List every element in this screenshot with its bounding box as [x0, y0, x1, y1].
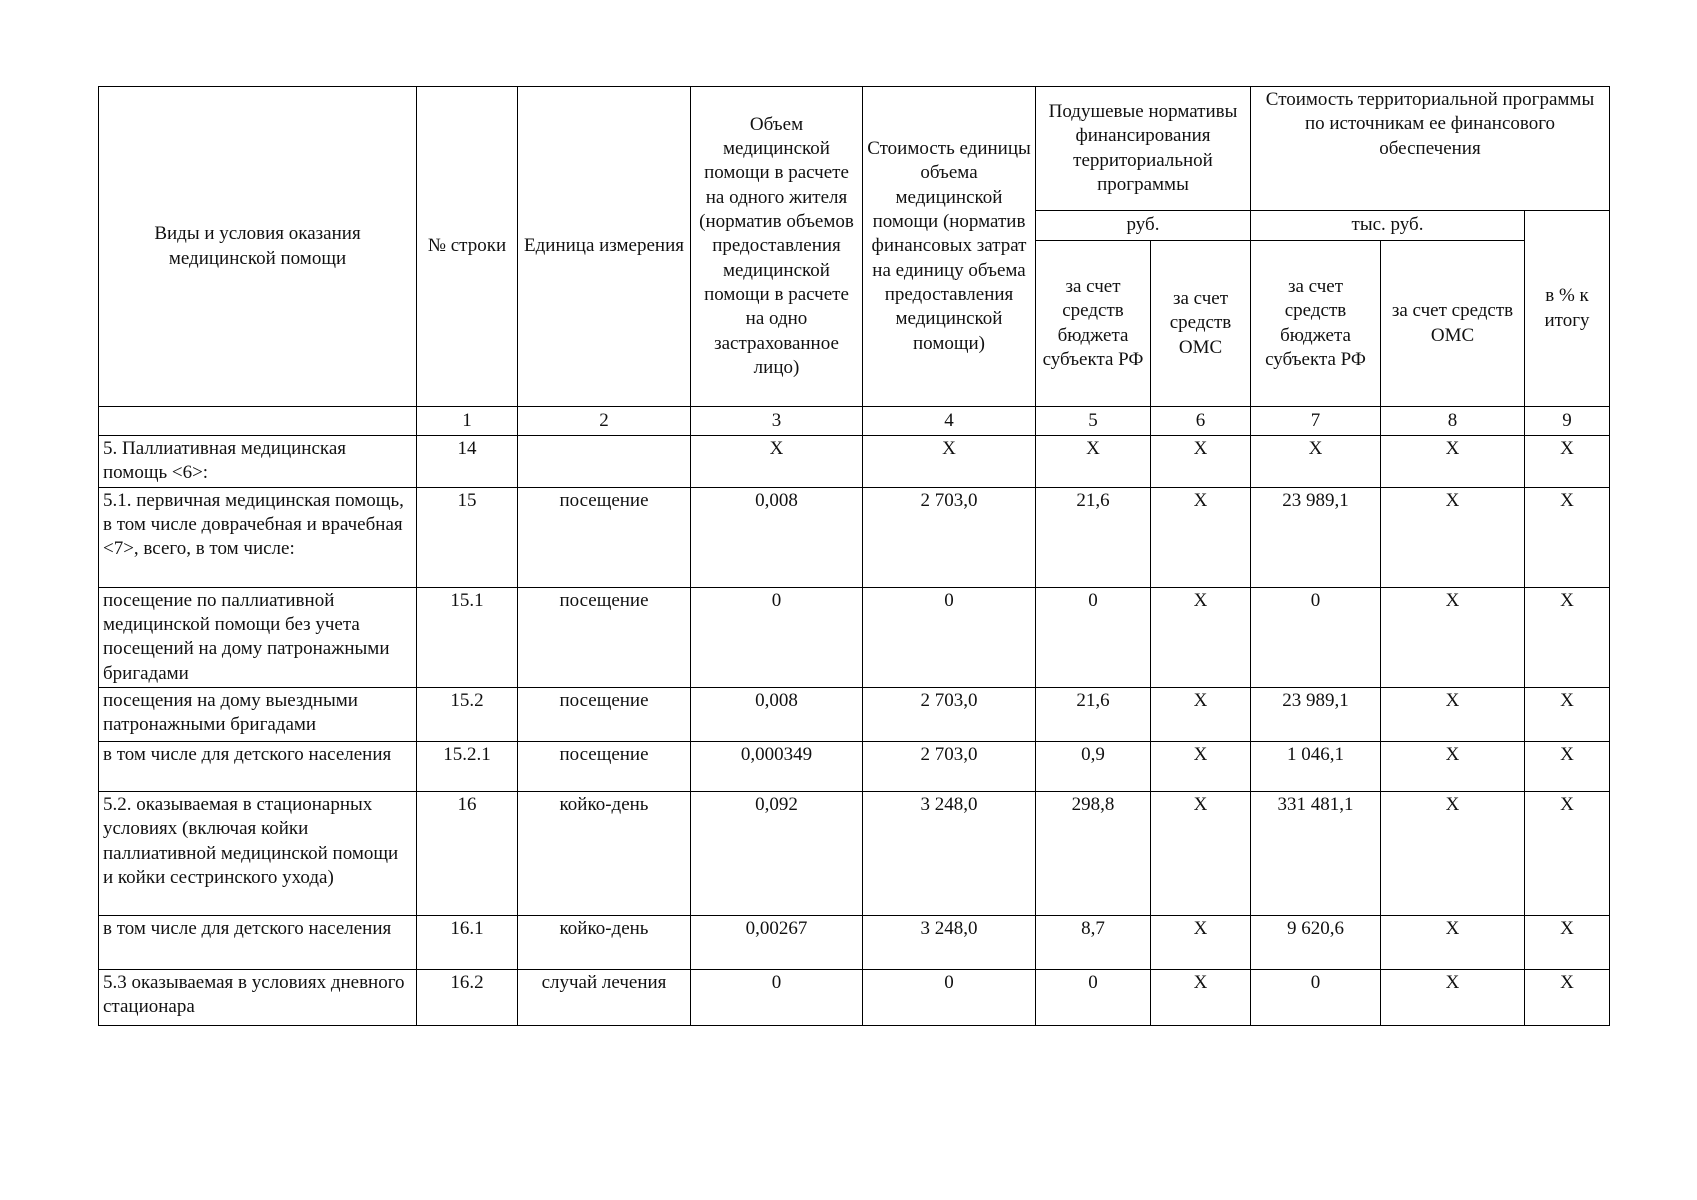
row-unit: посещение [518, 587, 691, 687]
row-name: 5.3 оказываемая в условиях дневного стационара [99, 969, 417, 1025]
row-program-oms: X [1381, 915, 1525, 969]
row-number: 16.2 [417, 969, 518, 1025]
column-number-row [99, 407, 1610, 436]
row-cost: 2 703,0 [863, 741, 1036, 791]
row-program-oms: X [1381, 436, 1525, 488]
row-percent: X [1525, 741, 1610, 791]
row-program-budget: 0 [1251, 969, 1381, 1025]
row-cost: 2 703,0 [863, 487, 1036, 587]
row-cost: 0 [863, 969, 1036, 1025]
header-row-number: № строки [417, 87, 518, 407]
column-number: 4 [863, 407, 1036, 436]
row-number: 15.2 [417, 687, 518, 741]
row-percent: X [1525, 687, 1610, 741]
row-program-oms: X [1381, 487, 1525, 587]
row-percapita-budget: 0 [1036, 587, 1151, 687]
row-unit: койко-день [518, 791, 691, 915]
medical-care-table [98, 86, 1610, 1026]
table-row [99, 915, 1610, 969]
table-row [99, 487, 1610, 587]
row-program-oms: X [1381, 791, 1525, 915]
row-program-budget: 1 046,1 [1251, 741, 1381, 791]
row-percent: X [1525, 587, 1610, 687]
row-percapita-oms: X [1151, 487, 1251, 587]
row-program-oms: X [1381, 969, 1525, 1025]
row-volume: 0,008 [691, 487, 863, 587]
table-row [99, 741, 1610, 791]
row-cost: X [863, 436, 1036, 488]
row-percapita-budget: 298,8 [1036, 791, 1151, 915]
row-program-oms: X [1381, 741, 1525, 791]
row-program-budget: 9 620,6 [1251, 915, 1381, 969]
column-number: 1 [417, 407, 518, 436]
row-percapita-oms: X [1151, 791, 1251, 915]
row-percapita-oms: X [1151, 741, 1251, 791]
header-program-budget: за счет средств бюджета субъекта РФ [1251, 241, 1381, 407]
row-program-budget: 0 [1251, 587, 1381, 687]
row-percapita-budget: 21,6 [1036, 687, 1151, 741]
column-number: 9 [1525, 407, 1610, 436]
row-program-oms: X [1381, 687, 1525, 741]
column-number: 8 [1381, 407, 1525, 436]
row-percapita-oms: X [1151, 436, 1251, 488]
row-unit: случай лечения [518, 969, 691, 1025]
row-percapita-budget: 0 [1036, 969, 1151, 1025]
row-percapita-budget: 0,9 [1036, 741, 1151, 791]
row-unit: посещение [518, 487, 691, 587]
row-unit: койко-день [518, 915, 691, 969]
row-number: 16.1 [417, 915, 518, 969]
header-volume: Объем медицинской помощи в расчете на одного жителя (норматив объемов предоставления медицинской помощи в расчете на одно застрахованное лицо) [691, 87, 863, 407]
row-program-budget: X [1251, 436, 1381, 488]
table-header [99, 87, 1610, 436]
row-unit: посещение [518, 687, 691, 741]
row-cost: 0 [863, 587, 1036, 687]
row-volume: 0,000349 [691, 741, 863, 791]
row-percapita-oms: X [1151, 915, 1251, 969]
row-number: 15.2.1 [417, 741, 518, 791]
row-volume: 0,092 [691, 791, 863, 915]
header-program-oms: за счет средств ОМС [1381, 241, 1525, 407]
header-cost: Стоимость единицы объема медицинской помощи (норматив финансовых затрат на единицу объема предоставления медицинской помощи) [863, 87, 1036, 407]
table-row [99, 791, 1610, 915]
header-program-cost-group: Стоимость территориальной программы по источникам ее финансового обеспечения [1251, 87, 1610, 211]
row-percapita-oms: X [1151, 969, 1251, 1025]
column-number: 3 [691, 407, 863, 436]
row-percent: X [1525, 969, 1610, 1025]
row-name: 5.2. оказываемая в стационарных условиях (включая койки паллиативной медицинской помощи и койки сестринского ухода) [99, 791, 417, 915]
row-percent: X [1525, 791, 1610, 915]
row-volume: 0,008 [691, 687, 863, 741]
header-percapita-budget: за счет средств бюджета субъекта РФ [1036, 241, 1151, 407]
table-row [99, 587, 1610, 687]
column-number: 2 [518, 407, 691, 436]
row-percapita-oms: X [1151, 687, 1251, 741]
row-volume: X [691, 436, 863, 488]
header-unit-thous-rub: тыс. руб. [1251, 211, 1525, 241]
row-name: 5.1. первичная медицинская помощь, в том числе доврачебная и врачебная <7>, всего, в том числе: [99, 487, 417, 587]
table-row [99, 687, 1610, 741]
header-kind: Виды и условия оказания медицинской помощи [99, 87, 417, 407]
row-unit: посещение [518, 741, 691, 791]
row-volume: 0 [691, 969, 863, 1025]
row-program-budget: 331 481,1 [1251, 791, 1381, 915]
row-cost: 3 248,0 [863, 915, 1036, 969]
row-name: посещения на дому выездными патронажными бригадами [99, 687, 417, 741]
header-per-capita-group: Подушевые нормативы финансирования территориальной программы [1036, 87, 1251, 211]
table-row [99, 969, 1610, 1025]
header-unit: Единица измерения [518, 87, 691, 407]
row-unit [518, 436, 691, 488]
row-program-budget: 23 989,1 [1251, 487, 1381, 587]
row-percapita-budget: 21,6 [1036, 487, 1151, 587]
row-name: 5. Паллиативная медицинская помощь <6>: [99, 436, 417, 488]
column-number: 6 [1151, 407, 1251, 436]
row-number: 14 [417, 436, 518, 488]
column-number: 7 [1251, 407, 1381, 436]
row-name: в том числе для детского населения [99, 915, 417, 969]
row-percent: X [1525, 915, 1610, 969]
row-cost: 2 703,0 [863, 687, 1036, 741]
row-program-oms: X [1381, 587, 1525, 687]
table-body [99, 436, 1610, 1026]
row-number: 16 [417, 791, 518, 915]
column-number [99, 407, 417, 436]
row-program-budget: 23 989,1 [1251, 687, 1381, 741]
row-percapita-budget: X [1036, 436, 1151, 488]
row-volume: 0 [691, 587, 863, 687]
header-unit-rub: руб. [1036, 211, 1251, 241]
row-name: посещение по паллиативной медицинской помощи без учета посещений на дому патронажными бригадами [99, 587, 417, 687]
row-name: в том числе для детского населения [99, 741, 417, 791]
row-percent: X [1525, 436, 1610, 488]
row-percapita-oms: X [1151, 587, 1251, 687]
row-percent: X [1525, 487, 1610, 587]
row-cost: 3 248,0 [863, 791, 1036, 915]
row-percapita-budget: 8,7 [1036, 915, 1151, 969]
header-percent-total: в % к итогу [1525, 211, 1610, 407]
column-number: 5 [1036, 407, 1151, 436]
header-percapita-oms: за счет средств ОМС [1151, 241, 1251, 407]
row-volume: 0,00267 [691, 915, 863, 969]
table-row [99, 436, 1610, 488]
row-number: 15 [417, 487, 518, 587]
row-number: 15.1 [417, 587, 518, 687]
